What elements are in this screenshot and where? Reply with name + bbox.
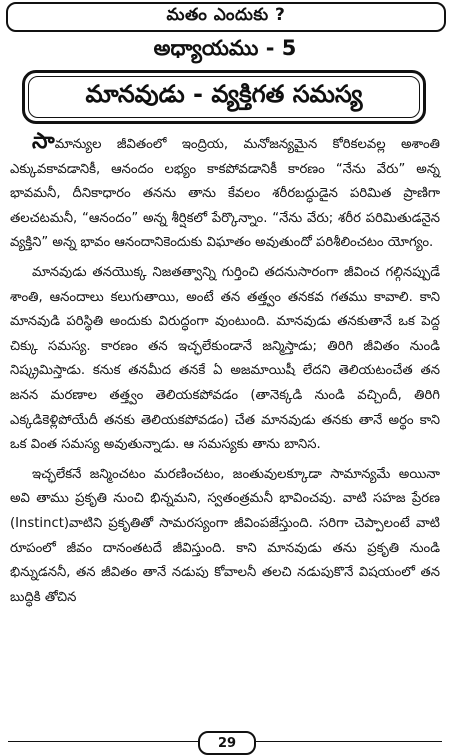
paragraph: ఇచ్ఛలేకనే జన్మించటం మరణించటం, జంతువులక్కూడా సామాన్యమే అయినా అవి తాము ప్రకృతి నుంచి భిన్నమని, స్వతంత్రమనీ భావించవు. వాటి సహజ ప్రేరణ (Instinct)వాటిని ప్రకృతితో సామరస్యంగా జీవింపజేస్తుంది. సరిగా చెప్పాలంటే వాటి రూపంలో జీవం దానంతటదే జీవిస్తుంది. కాని మానవుడు తను ప్రకృతి నుండి భిన్నుడననీ, తన జీవితం తానే నడుపు కోవాలనీ తలచి నడుపుకొనే విషయంలో తన బుద్ధికి తోచిన [10, 466, 440, 605]
book-title: మతం ఎందుకు ? [166, 5, 286, 25]
running-header [6, 2, 446, 32]
body-text [10, 130, 440, 610]
chapter-title: మానవుడు - వ్యక్తిగత సమస్య [85, 80, 363, 108]
chapter-title-box [22, 70, 426, 124]
paragraph: మానవుడు తనయొక్క నిజతత్వాన్ని గుర్తించి తదనుసారంగా జీవించ గల్గినప్పుడే శాంతి, ఆనందాలు కలుగుతాయి, అంటే తన తత్త్వం తనకవ గతము కావాలి. కాని మానవుడి పరిస్థితి అందుకు విరుద్ధంగా వుంటుంది. మానవుడు తనకుతానే ఒక పెద్ద చిక్కు సమస్య. కారణం తన ఇచ్ఛలేకుండానే జన్మిస్తాడు; తిరిగి జీవితం నుండి నిష్క్రమిస్తాడు. కనుక తనమీద తనకే ఏ అజమాయిషీ లేదని తెలియటంచేత తన జనన మరణాల తత్త్వం తెలియకపోవడం (తానెక్కడి నుండి వచ్చిందీ, తిరిగి ఎక్కడికెళ్లిపోయేదీ తనకు తెలియకపోవడం) చేత మానవుడు తనకు తానే అర్థం కాని ఒక వింత సమస్య అవుతున్నాడు. ఆ సమస్యకు తాను బానిస. [10, 264, 440, 453]
page-number [198, 731, 256, 755]
paragraph: సామాన్యుల జీవితంలో ఇంద్రియ, మనోజన్యమైన కోరికలవల్ల అశాంతి ఎక్కువకావడానికీ, ఆనందం లభ్యం కాకపోవడానికీ కారణం “నేను వేరు” అన్న భావమనీ, దీనికాధారం తనను తాను కేవలం శరీరబద్ధుడైన పరిమిత ప్రాణిగా తలచటమనీ, “ఆనందం” అన్న శీర్షికలో పేర్కొన్నాం. “నేను వేరు; శరీర పరిమితుడనైన వ్యక్తిని” అన్న భావం ఆనందానికెందుకు విఘాతం అవుతుందో పరిశీలించటం యోగ్యం. [10, 129, 440, 251]
page-number-text: 29 [217, 735, 237, 751]
chapter-label: అధ్యాయము - 5 [153, 36, 297, 60]
